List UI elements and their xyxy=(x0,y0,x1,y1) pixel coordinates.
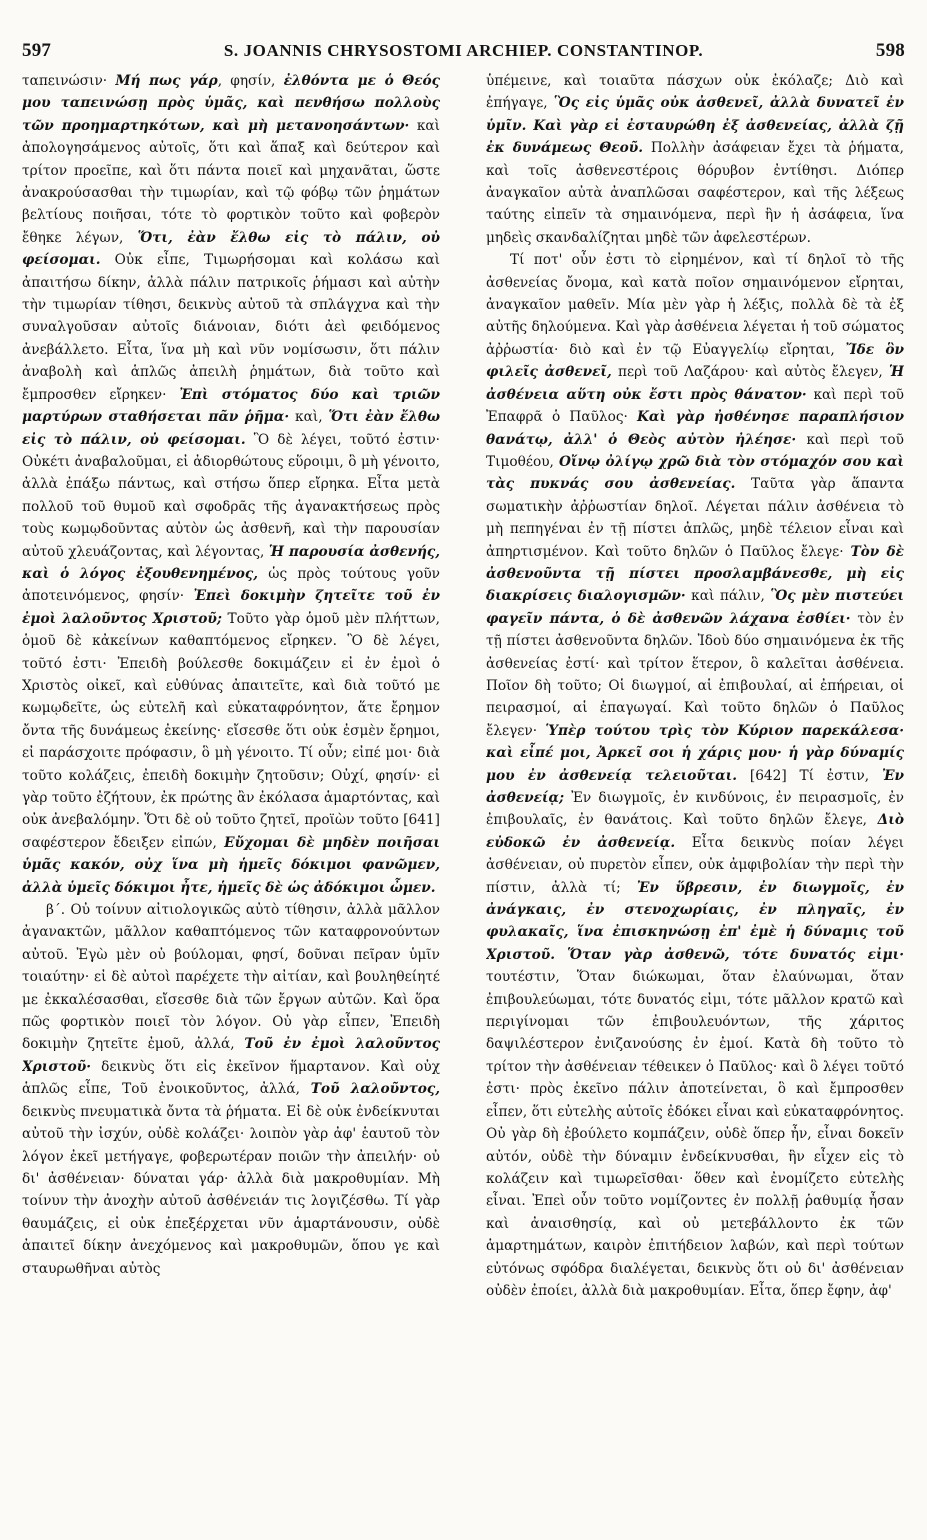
scripture-quote: ἐλθόντα με ὁ Θεός μου ταπεινώσῃ πρὸς ὑμᾶς, καὶ πενθήσω πολλοὺς τῶν προημαρτηκότων, καὶ μὴ μετανοησάντων· xyxy=(22,73,440,134)
body-text: [642] Τί ἐστιν, xyxy=(737,767,882,784)
body-text: β΄. Οὐ τοίνυν αἰτιολογικῶς αὐτὸ τίθησιν, ἀλλὰ μᾶλλον ἀγανακτῶν, μᾶλλον καθαπτόμενος τῶν καταφρονούντων αὐτοῦ. Ἐγὼ μὲν οὐ βούλομαι, φησί, δοῦναι πεῖραν ὑμῖν τοιαύτην· εἰ δὲ αὐτοὶ παρέχετε τὴν αἰτίαν, καὶ βουληθείητέ με ἐκκαλέσασθαι, εἴσεσθε διὰ τῶν ἔργων αὐτῶν. Καὶ ὅρα πῶς φορτικὸν ποιεῖ τὸν λόγον. Οὐ γὰρ εἶπεν, Ἐπειδὴ δοκιμὴν ζητεῖτε ἐμοῦ, ἀλλά, xyxy=(22,902,440,1053)
body-text: καὶ περὶ τοῦ Ἐπαφρᾶ ὁ Παῦλος· xyxy=(486,386,904,426)
body-text: Ἐν διωγμοῖς, ἐν κινδύνοις, ἐν πειρασμοῖς, ἐν ἐπιβουλαῖς, ἐν θανάτοις. Καὶ τοῦτο δηλῶν ἔλεγε, xyxy=(486,790,904,829)
scripture-quote: Ἡ ἀσθένεια αὕτη οὐκ ἔστι πρὸς θάνατον· xyxy=(486,364,904,403)
page-number-left: 597 xyxy=(22,40,52,61)
body-text: καὶ, xyxy=(289,409,329,426)
body-text: Οὐκ εἶπε, Τιμωρήσομαι καὶ κολάσω καὶ ἀπαιτήσω δίκην, ἀλλὰ πάλιν πατρικοῖς ῥήμασι καὶ αὐτὴν τὴν τιμωρίαν τίθησι, δεικνὺς αὐτοῦ τὰ σπλάγχνα καὶ τὴν συναλγοῦσαν αὐτοῖς διάνοιαν, διότι ἀεὶ φειδόμενος ἀνεβάλλετο. Εἶτα, ἵνα μὴ καὶ νῦν νομίσωσιν, ὅτι πάλιν ἀναβολὴ καὶ ἁπλῶς ἀπειλὴ ῥημάτων, διὰ τοῦτο καὶ ἔμπροσθεν εἴρηκεν· xyxy=(22,252,440,403)
scripture-quote: Καὶ γὰρ ἠσθένησε παραπλήσιον θανάτῳ, ἀλλ' ὁ Θεὸς αὐτὸν ἠλέησε· xyxy=(486,409,904,448)
scripture-quote: Μή πως γάρ xyxy=(115,73,218,89)
page-number-right: 598 xyxy=(875,40,905,61)
body-text: δεικνὺς ὅτι εἰς ἐκεῖνον ἥμαρτανον. Καὶ οὐχ ἁπλῶς εἶπε, Τοῦ ἐνοικοῦντος, ἀλλά, xyxy=(22,1058,440,1098)
body-text: Πολλὴν ἀσάφειαν ἔχει τὰ ῥήματα, καὶ τοῖς ἀσθενεστέροις θόρυβον ἐντίθησι. Διόπερ ἀναγκαῖον αὐτὰ ἀναπλῶσαι σαφέστερον, καὶ τῆς λέξεως ταύτης εἰπεῖν τὰ σημαινόμενα, περὶ ἣν ἡ ἀσάφεια, ἵνα μηδεὶς σκανδαλίζηται μηδὲ τῶν ἀφελεστέρων. xyxy=(486,140,904,246)
body-text: τουτέστιν, Ὅταν διώκωμαι, ὅταν ἐλαύνωμαι, ὅταν ἐπιβουλεύωμαι, τότε δυνατός εἰμι, τότε μᾶλλον κρατῶ καὶ περιγίνομαι τῶν ἐπιβουλευόντων, τῆς χάριτος δαψιλέστερον ἐνιζανούσης ἐν ἐμοί. Κατὰ δὴ τοῦτο τὸ τρίτον τὴν ἀσθένειαν τέθεικεν ὁ Παῦλος· καὶ ὃ λέγει τοῦτό ἐστι· πρὸς ἐκεῖνο πάλιν ἀποτείνεται, ὃ καὶ ἔμπροσθεν εἶπεν, ὅτι εὐτελὴς αὐτοῖς ἐδόκει εἶναι καὶ εὐκαταφρόνητος. Οὐ γὰρ δὴ ἐβούλετο κομπάζειν, οὐδὲ ὅπερ ἦν, εἶναι δοκεῖν αὐτόν, οὐδὲ τὴν δύναμιν ἐνδείκνυσθαι, ἣν εἶχεν εἰς τὸ κολάζειν καὶ τιμωρεῖσθαι· ὅθεν καὶ ἐνομίζετο εὐτελὴς εἶναι. Ἐπεὶ οὖν τοῦτο νομίζοντες ἐν πολλῇ ῥαθυμίᾳ ἦσαν καὶ ἀναισθησίᾳ, καὶ οὐ μετεβάλλοντο ἐκ τῶν ἁμαρτημάτων, καιρὸν ἐπιτήδειον λαβών, καὶ περὶ τούτων εὐτόνως σφόδρα διαλέγεται, δεικνὺς ὅτι οὐ δι' ἀσθένειαν οὐδὲν ἐποίει, ἀλλὰ διὰ μακροθυμίαν. Εἶτα, ὅπερ ἔφην, ἀφ' xyxy=(486,969,904,1299)
scripture-quote: Ἴδε ὃν φιλεῖς ἀσθενεῖ, xyxy=(486,341,904,381)
body-text: Ταῦτα γὰρ ἅπαντα σωματικὴν ἀῤῥωστίαν δηλοῖ. Λέγεται πάλιν ἀσθένεια τὸ μὴ πεπηγέναι ἐν τῇ πίστει ἀπλῶς, μηδὲ τέλειον εἶναι καὶ ἀπηρτισμένον. Καὶ τοῦτο δηλῶν ὁ Παῦλος ἔλεγε· xyxy=(486,476,904,560)
scripture-quote: Εὔχομαι δὲ μηδὲν ποιῆσαι ὑμᾶς κακόν, οὐχ ἵνα μὴ ἡμεῖς δόκιμοι φανῶμεν, ἀλλὰ ὑμεῖς δόκιμοι ἦτε, ἡμεῖς δὲ ὡς ἀδόκιμοι ὦμεν. xyxy=(22,834,440,896)
body-text: ὡς πρὸς τούτους γοῦν ἀποτεινόμενος, φησίν· xyxy=(22,565,440,605)
scripture-quote: Ἐπὶ στόματος δύο καὶ τριῶν μαρτύρων σταθήσεται πᾶν ῥῆμα· xyxy=(22,386,440,426)
scripture-quote: Τοῦ ἐν ἐμοὶ λαλοῦντος Χριστοῦ· xyxy=(22,1036,440,1075)
scripture-quote: Διὸ εὐδοκῶ ἐν ἀσθενείᾳ. xyxy=(486,812,904,851)
scripture-quote: Τὸν δὲ ἀσθενοῦντα τῇ πίστει προσλαμβάνεσθε, μὴ εἰς διακρίσεις διαλογισμῶν· xyxy=(486,543,904,605)
scripture-quote: Ἡ παρουσία ἀσθενής, καὶ ὁ λόγος ἐξουθενημένος, xyxy=(22,543,440,582)
left-column xyxy=(22,70,440,1522)
paragraph xyxy=(486,249,904,1302)
body-text: Τοῦτο γὰρ ὁμοῦ μὲν πλήττων, ὁμοῦ δὲ κἀκείνων καθαπτόμενος εἴρηκεν. Ὃ δὲ λέγει, τοῦτό ἐστι· Ἐπειδὴ βούλεσθε δοκιμάζειν εἰ ἐν ἐμοὶ ὁ Χριστὸς οἰκεῖ, καὶ εὐθύνας ἀπαιτεῖτε, καὶ διὰ τοῦτό με κωμῳδεῖτε, ὡς εὐτελῆ καὶ εὐκαταφρόνητον, ἅτε ἔρημον ὄντα τῆς δυνάμεως ἐκείνης· εἴσεσθε ὅτι οὐκ ἐσμὲν ἔρημοι, εἰ παράσχοιτε πρόφασιν, ὃ μὴ γένοιτο. Τί οὖν; εἰπέ μοι· διὰ τοῦτο κολάζεις, ἐπειδὴ δοκιμὴν ζητοῦσιν; Οὐχί, φησίν· εἰ γὰρ τοῦτο ἐζήτουν, ἐκ πρώτης ἂν ἐκόλασα ἁμαρτόντας, καὶ οὐκ ἀνεβαλόμην. Ὅτι δὲ οὐ τοῦτο ζητεῖ, προϊὼν τοῦτο [641] σαφέστερον ἔδειξεν εἰπών, xyxy=(22,610,440,851)
body-text: καὶ ἀπολογησάμενος αὐτοῖς, ὅτι καὶ ἅπαξ καὶ δεύτερον καὶ τρίτον προεῖπε, καὶ ὅτι πάντα ποιεῖ καὶ μηχανᾶται, ὥστε ἀνακρούσασθαι τὴν τιμωρίαν, καὶ τῷ φόβῳ τῶν ῥημάτων βελτίους ποιῆσαι, τότε τὸ φορτικὸν τοῦτο καὶ φοβερὸν ἔθηκε λέγων, xyxy=(22,117,440,246)
paragraph xyxy=(22,70,440,899)
paragraph xyxy=(486,70,904,249)
scripture-quote: Ἐπεὶ δοκιμὴν ζητεῖτε τοῦ ἐν ἐμοὶ λαλοῦντος Χριστοῦ; xyxy=(22,588,440,627)
body-text: Τί ποτ' οὖν ἐστι τὸ εἰρημένον, καὶ τί δηλοῖ τὸ τῆς ἀσθενείας ὄνομα, καὶ κατὰ ποῖον σημαινόμενον εἴρηται, ἀναγκαῖον μαθεῖν. Μία μὲν γὰρ ἡ λέξις, πολλὰ δὲ τὰ ἐξ αὐτῆς δηλούμενα. Καὶ γὰρ ἀσθένεια λέγεται ἡ τοῦ σώματος ἀῤῥωστία· διὸ καὶ ἐν τῷ Εὐαγγελίῳ εἴρηται, xyxy=(486,252,904,358)
scripture-quote: Ὑπὲρ τούτου τρὶς τὸν Κύριον παρεκάλεσα· καὶ εἶπέ μοι, Ἀρκεῖ σοι ἡ χάρις μου· ἡ γὰρ δύναμίς μου ἐν ἀσθενείᾳ τελειοῦται. xyxy=(486,722,904,784)
body-text: περὶ τοῦ Λαζάρου· καὶ αὐτὸς ἔλεγεν, xyxy=(611,364,890,381)
body-text: καὶ πάλιν, xyxy=(685,588,771,605)
scripture-quote: Ὅτι, ἐὰν ἔλθω εἰς τὸ πάλιν, οὐ φείσομαι. xyxy=(22,229,440,269)
scripture-quote: Οἴνῳ ὀλίγῳ χρῶ διὰ τὸν στόμαχόν σου καὶ τὰς πυκνάς σου ἀσθενείας. xyxy=(486,453,904,493)
body-text: , φησίν, xyxy=(217,73,284,89)
running-title: S. JOANNIS CHRYSOSTOMI ARCHIEP. CONSTANTINOP. xyxy=(223,41,704,60)
body-text: τὸν ἐν τῇ πίστει ἀσθενοῦντα δηλῶν. Ἰδοὺ δύο σημαινόμενα ἐκ τῆς ἀσθενείας ἐστί· καὶ τρίτον ἕτερον, ὃ καλεῖται ἀσθένεια. Ποῖον δὴ τοῦτο; Οἱ διωγμοί, αἱ ἐπιβουλαί, αἱ ἐπήρειαι, οἱ πειρασμοί, αἱ ἐπαγωγαί. Καὶ τοῦτο δηλῶν ὁ Παῦλος ἔλεγεν· xyxy=(486,610,904,739)
body-text: ταπεινώσιν· xyxy=(22,73,116,89)
running-header xyxy=(22,40,905,66)
scripture-quote: Ὃς εἰς ὑμᾶς οὐκ ἀσθενεῖ, ἀλλὰ δυνατεῖ ἐν ὑμῖν. Καὶ γὰρ εἰ ἐσταυρώθη ἐξ ἀσθενείας, ἀλλὰ ζῇ ἐκ δυνάμεως Θεοῦ. xyxy=(486,95,904,157)
body-text: δεικνὺς πνευματικὰ ὄντα τὰ ῥήματα. Εἰ δὲ οὐκ ἐνδείκνυται αὐτοῦ τὴν ἰσχύν, οὐδὲ κολάζει· λοιπὸν γὰρ ἀφ' ἑαυτοῦ τὸν λόγον ἐκεῖ μετήγαγε, φοβερωτέραν ποιῶν τὴν ἀπειλήν· οὐ δι' ἀσθένειαν· δύναται γάρ· ἀλλὰ διὰ μακροθυμίαν. Μὴ τοίνυν τὴν ἀνοχὴν αὐτοῦ ἀσθένειάν τις λογιζέσθω. Τί γὰρ θαυμάζεις, εἰ οὐκ ἐπεξέρχεται νῦν ἁμαρτάνουσιν, οὐδὲ ἀπαιτεῖ δίκην ἀνεχόμενος καὶ μακροθυμῶν, ὅπου γε καὶ σταυρωθῆναι αὐτὸς xyxy=(22,1103,440,1277)
scripture-quote: Ἐν ὕβρεσιν, ἐν διωγμοῖς, ἐν ἀνάγκαις, ἐν στενοχωρίαις, ἐν πληγαῖς, ἐν φυλακαῖς, ἵνα ἐπισκηνώσῃ ἐπ' ἐμὲ ἡ δύναμις τοῦ Χριστοῦ. Ὅταν γὰρ ἀσθενῶ, τότε δυνατός εἰμι· xyxy=(486,879,904,963)
body-text: Ὃ δὲ λέγει, τοῦτό ἐστιν· Οὐκέτι ἀναβαλοῦμαι, εἰ ἀδιορθώτους εὕροιμι, ὃ μὴ γένοιτο, ἀλλὰ ἐπάξω πάντως, καὶ στήσω ὅπερ εἴρηκα. Εἶτα μετὰ πολλοῦ τοῦ θυμοῦ καὶ σφοδρᾶς τῆς ἀγανακτήσεως πρὸς τοὺς κωμῳδοῦντας αὐτὸν ὡς ἀσθενῆ, καὶ τὴν παρουσίαν αὐτοῦ χλευάζοντας, καὶ λέγοντας, xyxy=(22,431,440,560)
body-text: Εἶτα δεικνὺς ποίαν λέγει ἀσθένειαν, οὐ πυρετὸν εἶπεν, οὐκ ἀμφιβολίαν τὴν περὶ τὴν πίστιν, ἀλλὰ τί; xyxy=(486,834,904,896)
scripture-quote: Ὅτι ἐὰν ἔλθω εἰς τὸ πάλιν, οὐ φείσομαι. xyxy=(22,409,440,448)
scripture-quote: Ἐν ἀσθενείᾳ; xyxy=(486,767,904,806)
right-column xyxy=(486,70,904,1522)
paragraph xyxy=(22,899,440,1280)
body-text: καὶ περὶ τοῦ Τιμοθέου, xyxy=(486,431,904,470)
scripture-quote: Τοῦ λαλοῦντος, xyxy=(310,1081,440,1098)
scripture-quote: Ὃς μὲν πιστεύει φαγεῖν πάντα, ὁ δὲ ἀσθενῶν λάχανα ἐσθίει· xyxy=(486,588,904,627)
body-text: ὑπέμεινε, καὶ τοιαῦτα πάσχων οὐκ ἐκόλαζε; Διὸ καὶ ἐπήγαγε, xyxy=(486,73,904,112)
